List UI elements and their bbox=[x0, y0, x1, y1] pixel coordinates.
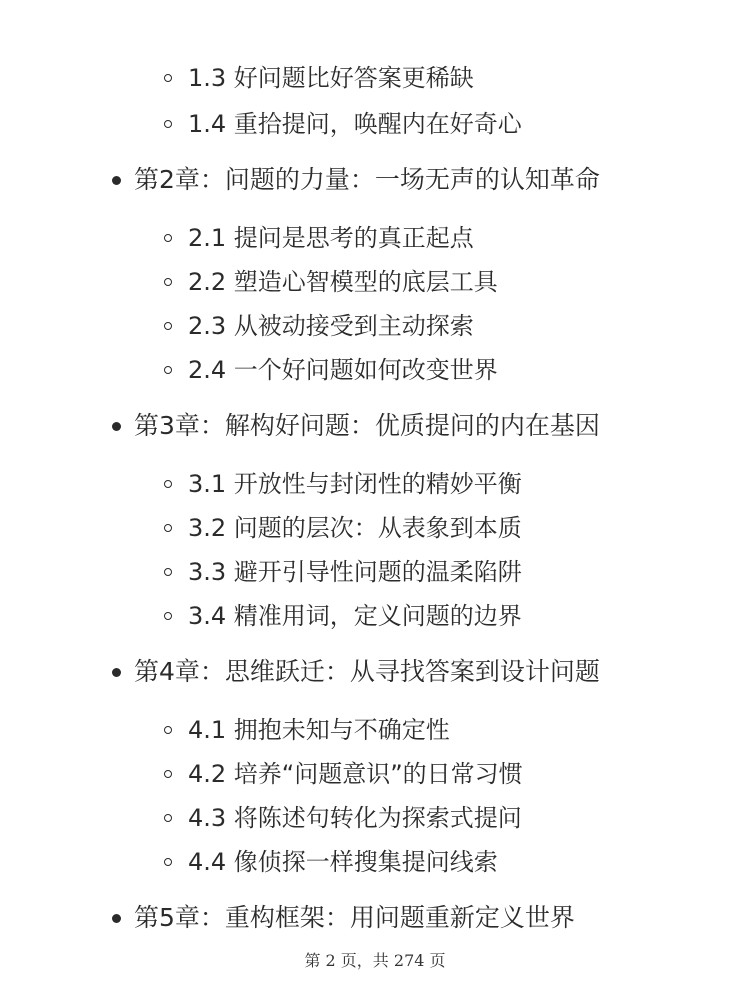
toc-section-text: 2.3 从被动接受到主动探索 bbox=[188, 312, 474, 340]
toc-section-text: 4.2 培养“问题意识”的日常习惯 bbox=[188, 760, 523, 788]
toc-chapter-text: 第5章：重构框架：用问题重新定义世界 bbox=[134, 903, 575, 932]
filled-bullet-icon bbox=[112, 176, 121, 185]
toc-section-text: 3.2 问题的层次：从表象到本质 bbox=[188, 514, 522, 542]
hollow-bullet-icon bbox=[164, 612, 172, 620]
toc-section-text: 3.1 开放性与封闭性的精妙平衡 bbox=[188, 470, 522, 498]
toc-section-text: 3.3 避开引导性问题的温柔陷阱 bbox=[188, 558, 522, 586]
toc-section-text: 2.4 一个好问题如何改变世界 bbox=[188, 356, 498, 384]
filled-bullet-icon bbox=[112, 914, 121, 923]
toc-section-text: 3.4 精准用词，定义问题的边界 bbox=[188, 602, 522, 630]
hollow-bullet-icon bbox=[164, 770, 172, 778]
hollow-bullet-icon bbox=[164, 524, 172, 532]
toc-section-text: 4.4 像侦探一样搜集提问线索 bbox=[188, 848, 498, 876]
toc-section-text: 4.1 拥抱未知与不确定性 bbox=[188, 716, 450, 744]
page-number-footer: 第 2 页，共 274 页 bbox=[304, 951, 446, 970]
hollow-bullet-icon bbox=[164, 726, 172, 734]
toc-section-text: 2.1 提问是思考的真正起点 bbox=[188, 224, 474, 252]
toc-chapter-text: 第3章：解构好问题：优质提问的内在基因 bbox=[134, 411, 600, 440]
toc-section-text: 1.3 好问题比好答案更稀缺 bbox=[188, 64, 474, 92]
hollow-bullet-icon bbox=[164, 74, 172, 82]
filled-bullet-icon bbox=[112, 422, 121, 431]
hollow-bullet-icon bbox=[164, 278, 172, 286]
toc-chapter-text: 第2章：问题的力量：一场无声的认知革命 bbox=[134, 165, 600, 194]
hollow-bullet-icon bbox=[164, 322, 172, 330]
toc-chapter-text: 第4章：思维跃迁：从寻找答案到设计问题 bbox=[134, 657, 600, 686]
filled-bullet-icon bbox=[112, 668, 121, 677]
hollow-bullet-icon bbox=[164, 120, 172, 128]
toc-section-text: 4.3 将陈述句转化为探索式提问 bbox=[188, 804, 522, 832]
hollow-bullet-icon bbox=[164, 814, 172, 822]
hollow-bullet-icon bbox=[164, 234, 172, 242]
hollow-bullet-icon bbox=[164, 858, 172, 866]
hollow-bullet-icon bbox=[164, 366, 172, 374]
hollow-bullet-icon bbox=[164, 480, 172, 488]
toc-section-text: 1.4 重拾提问，唤醒内在好奇心 bbox=[188, 110, 522, 138]
toc-section-text: 2.2 塑造心智模型的底层工具 bbox=[188, 268, 498, 296]
hollow-bullet-icon bbox=[164, 568, 172, 576]
